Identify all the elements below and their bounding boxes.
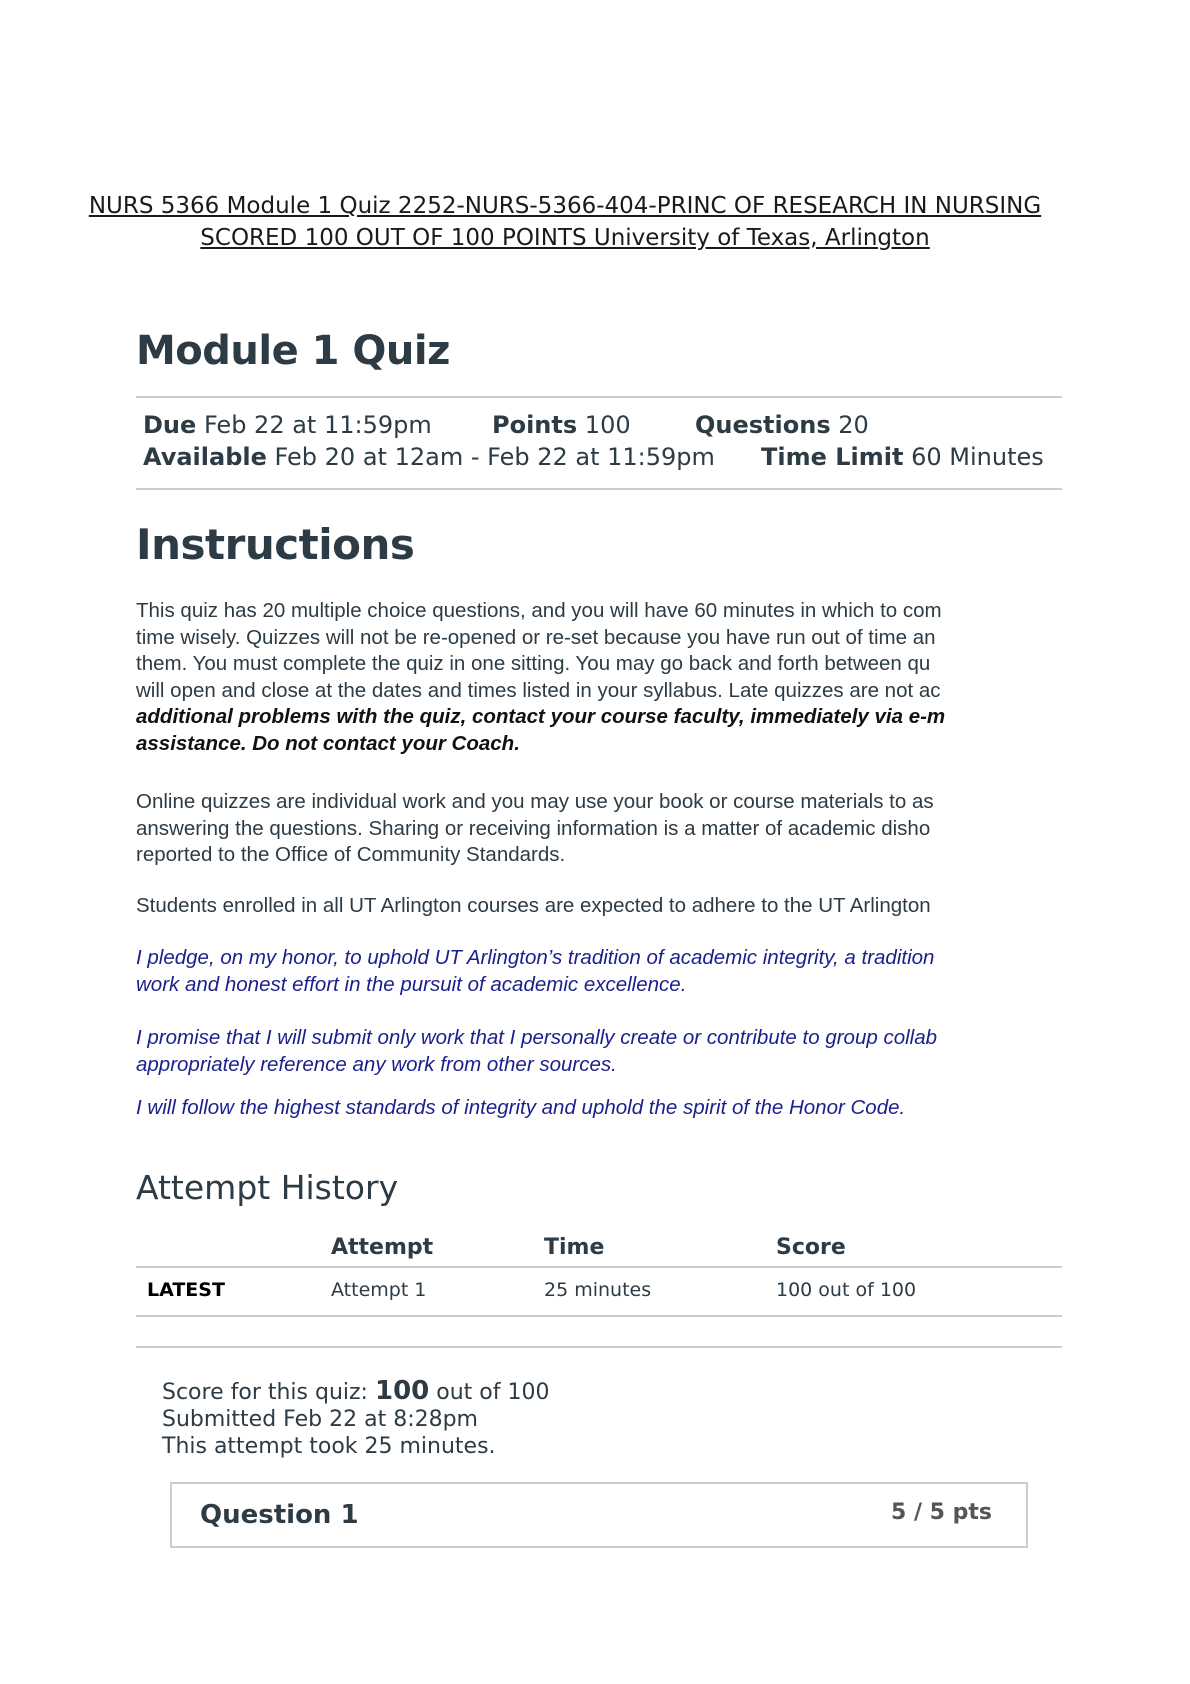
available-label: Available (143, 443, 267, 471)
instructions-line: them. You must complete the quiz in one sitting. You may go back and forth between qu (136, 652, 931, 675)
attempt-duration: This attempt took 25 minutes. (162, 1434, 496, 1459)
honor-pledge-3 (136, 1095, 1066, 1122)
due-label: Due (143, 411, 197, 439)
divider (136, 488, 1062, 490)
instructions-paragraph-1 (136, 598, 1066, 757)
honor-pledge-1 (136, 945, 1066, 998)
instructions-line: Students enrolled in all UT Arlington courses are expected to adhere to the UT Arlington (136, 894, 931, 917)
attempt-link[interactable]: Attempt 1 (331, 1279, 427, 1301)
column-header-time: Time (544, 1235, 605, 1260)
document-header-line-2: SCORED 100 OUT OF 100 POINTS University of Texas, Arlington (200, 225, 930, 251)
score-suffix: out of 100 (436, 1380, 550, 1405)
document-header (0, 190, 1130, 254)
instructions-line: reported to the Office of Community Standards. (136, 843, 566, 866)
table-row-divider (136, 1315, 1062, 1317)
instructions-line: Online quizzes are individual work and you may use your book or course materials to as (136, 790, 934, 813)
table-header-divider (136, 1266, 1062, 1268)
question-label: Question 1 (200, 1500, 359, 1530)
submitted-time: Submitted Feb 22 at 8:28pm (162, 1407, 478, 1432)
instructions-paragraph-3 (136, 893, 1066, 920)
questions-detail (695, 411, 869, 439)
instructions-paragraph-2 (136, 789, 1066, 869)
question-points: 5 / 5 pts (891, 1500, 992, 1525)
quiz-title: Module 1 Quiz (136, 328, 450, 374)
score-summary (162, 1378, 549, 1460)
time-limit-label: Time Limit (761, 443, 904, 471)
score-value: 100 (374, 1376, 430, 1406)
due-detail (143, 411, 432, 439)
instructions-bold-line: assistance. Do not contact your Coach. (136, 731, 520, 755)
points-label: Points (492, 411, 578, 439)
score-line (162, 1378, 549, 1406)
column-header-attempt: Attempt (331, 1235, 434, 1260)
due-value: Feb 22 at 11:59pm (203, 411, 432, 439)
latest-badge: LATEST (147, 1279, 225, 1301)
pledge-line: I will follow the highest standards of integrity and uphold the spirit of the Honor Code. (136, 1096, 906, 1119)
instructions-line: answering the questions. Sharing or receiving information is a matter of academic disho (136, 816, 931, 840)
questions-label: Questions (695, 411, 831, 439)
available-detail (143, 443, 715, 471)
score-prefix: Score for this quiz: (162, 1380, 368, 1405)
instructions-line: will open and close at the dates and times listed in your syllabus. Late quizzes are not ac (136, 678, 941, 702)
questions-value: 20 (838, 411, 869, 439)
attempt-history-title: Attempt History (136, 1168, 399, 1207)
honor-pledge-2 (136, 1025, 1066, 1078)
pledge-line: I pledge, on my honor, to uphold UT Arlington’s tradition of academic integrity, a tradition (136, 946, 935, 969)
document-header-line-1: NURS 5366 Module 1 Quiz 2252-NURS-5366-404-PRINC OF RESEARCH IN NURSING (88, 193, 1042, 219)
points-detail (492, 411, 631, 439)
instructions-line: time wisely. Quizzes will not be re-opened or re-set because you have run out of time an (136, 625, 936, 649)
available-value: Feb 20 at 12am - Feb 22 at 11:59pm (274, 443, 715, 471)
time-limit-value: 60 Minutes (911, 443, 1044, 471)
pledge-line: I promise that I will submit only work that I personally create or contribute to group collab (136, 1026, 938, 1049)
time-limit-detail (761, 443, 1044, 471)
divider (136, 396, 1062, 398)
attempt-score: 100 out of 100 (776, 1279, 917, 1301)
points-value: 100 (584, 411, 631, 439)
pledge-line: appropriately reference any work from other sources. (136, 1052, 617, 1076)
column-header-score: Score (776, 1235, 846, 1260)
instructions-line: This quiz has 20 multiple choice questions, and you will have 60 minutes in which to com (136, 599, 942, 622)
instructions-bold-line: additional problems with the quiz, contact your course faculty, immediately via e-m (136, 705, 946, 728)
question-header (170, 1482, 1028, 1548)
instructions-title: Instructions (136, 520, 415, 569)
divider (136, 1346, 1062, 1348)
pledge-line: work and honest effort in the pursuit of academic excellence. (136, 972, 687, 996)
attempt-time: 25 minutes (544, 1279, 652, 1301)
